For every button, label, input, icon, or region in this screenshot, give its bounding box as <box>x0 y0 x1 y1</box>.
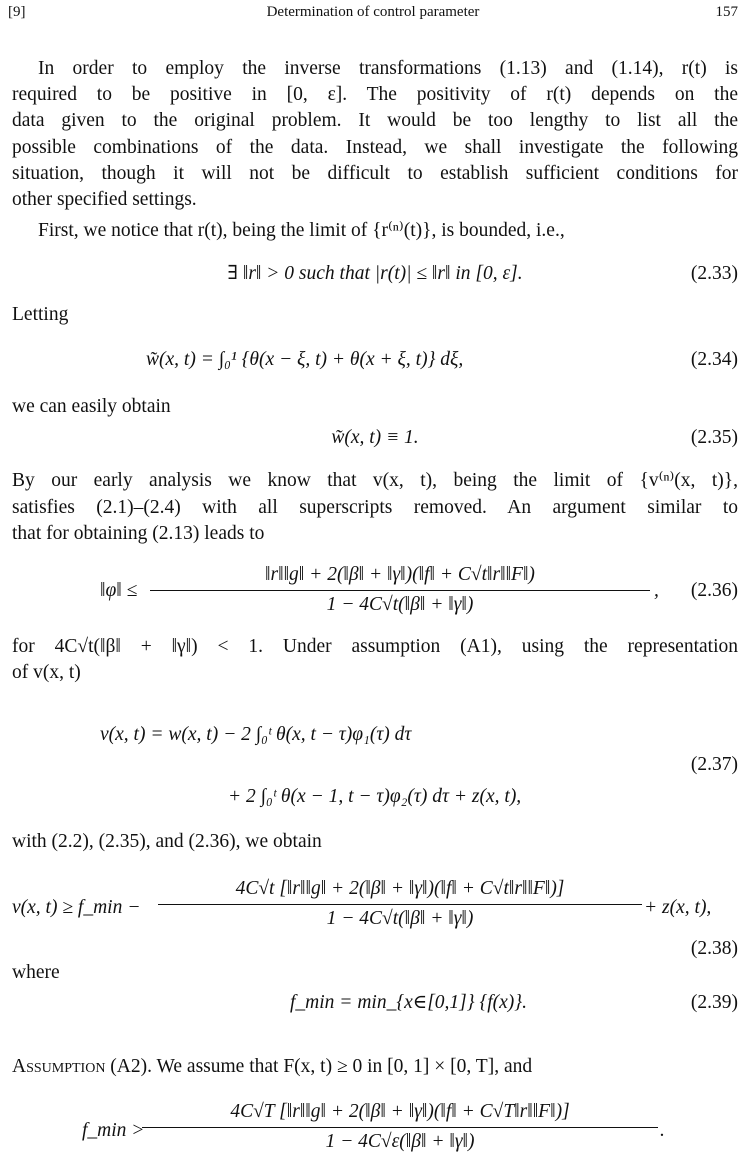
text-line: Letting <box>12 304 69 325</box>
equation-2-39: f_min = min_{x∈[0,1]} {f(x)}. <box>290 992 527 1013</box>
equation-tail: , <box>654 580 659 601</box>
text-line: where <box>12 962 60 983</box>
fraction-numerator: ‖r‖‖g‖ + 2(‖β‖ + ‖γ‖)(‖f‖ + C√t‖r‖‖F‖) <box>150 562 650 591</box>
text-line: required to be positive in [0, ε]. The positivity of r(t) depends on the <box>12 84 738 105</box>
equation-number: (2.33) <box>690 263 738 284</box>
text-line: of v(x, t) <box>12 662 81 683</box>
equation-2-37-line2: + 2 ∫₀ᵗ θ(x − 1, t − τ)φ₂(τ) dτ + z(x, t), <box>228 786 522 807</box>
text-line: for 4C√t(‖β‖ + ‖γ‖) < 1. Under assumption (A1), using the representation <box>12 636 738 657</box>
text-line: By our early analysis we know that v(x, t), being the limit of {v⁽ⁿ⁾(x, t)}, <box>12 470 738 491</box>
fraction-numerator: 4C√t [‖r‖‖g‖ + 2(‖β‖ + ‖γ‖)(‖f‖ + C√t‖r‖‖F‖)] <box>158 876 642 905</box>
equation-2-36-fraction <box>150 562 650 618</box>
running-title: Determination of control parameter <box>266 4 480 20</box>
assumption-text: We assume that F(x, t) ≥ 0 in [0, 1] × [0, T], and <box>156 1056 533 1077</box>
assumption-line <box>12 1054 738 1080</box>
equation-number: (2.39) <box>690 992 738 1013</box>
equation-2-33: ∃ ‖r‖ > 0 such that |r(t)| ≤ ‖r‖ in [0, ε]. <box>227 263 523 284</box>
fraction-denominator: 1 − 4C√t(‖β‖ + ‖γ‖) <box>326 908 474 929</box>
equation-2-36-lhs: ‖φ‖ ≤ <box>100 580 138 601</box>
text-line: possible combinations of the data. Instead, we shall investigate the following <box>12 137 738 158</box>
text-line: situation, though it will not be difficult to establish sufficient conditions for <box>12 163 738 184</box>
equation-2-38-fraction <box>158 876 642 932</box>
equation-number: (2.34) <box>690 349 738 370</box>
text-line: that for obtaining (2.13) leads to <box>12 523 265 544</box>
fraction-denominator: 1 − 4C√ε(‖β‖ + ‖γ‖) <box>325 1131 475 1152</box>
equation-final-lhs: f_min > <box>82 1120 145 1141</box>
text-line: with (2.2), (2.35), and (2.36), we obtain <box>12 831 322 852</box>
fraction-denominator: 1 − 4C√t(‖β‖ + ‖γ‖) <box>326 594 474 615</box>
fraction-numerator: 4C√T [‖r‖‖g‖ + 2(‖β‖ + ‖γ‖)(‖f‖ + C√T‖r‖‖F‖)] <box>142 1099 658 1128</box>
equation-2-37-line1: v(x, t) = w(x, t) − 2 ∫₀ᵗ θ(x, t − τ)φ₁(τ) dτ <box>100 724 412 745</box>
text-line: we can easily obtain <box>12 396 171 417</box>
equation-final-fraction <box>142 1099 658 1155</box>
equation-number: (2.38) <box>690 938 738 959</box>
equation-2-38-lhs: v(x, t) ≥ f_min − <box>12 897 141 918</box>
equation-2-34: w̃(x, t) = ∫₀¹ {θ(x − ξ, t) + θ(x + ξ, t)} dξ, <box>146 349 464 370</box>
text-line: data given to the original problem. It would be too lengthy to list all the <box>12 110 738 131</box>
text-line: First, we notice that r(t), being the limit of {r⁽ⁿ⁾(t)}, is bounded, i.e., <box>38 220 565 241</box>
equation-tail: + z(x, t), <box>644 897 712 918</box>
section-marker: [9] <box>8 4 26 20</box>
text-line: other specified settings. <box>12 189 197 210</box>
assumption-label: Assumption (A2). <box>12 1056 153 1077</box>
equation-number: (2.37) <box>690 754 738 775</box>
running-header <box>8 4 738 26</box>
text-line: In order to employ the inverse transformations (1.13) and (1.14), r(t) is <box>38 58 738 79</box>
equation-tail: . <box>660 1120 665 1141</box>
equation-number: (2.35) <box>690 427 738 448</box>
equation-number: (2.36) <box>690 580 738 601</box>
text-line: satisfies (2.1)–(2.4) with all superscripts removed. An argument similar to <box>12 497 738 518</box>
equation-2-35: w̃(x, t) ≡ 1. <box>331 427 419 448</box>
page-number: 157 <box>715 4 738 20</box>
